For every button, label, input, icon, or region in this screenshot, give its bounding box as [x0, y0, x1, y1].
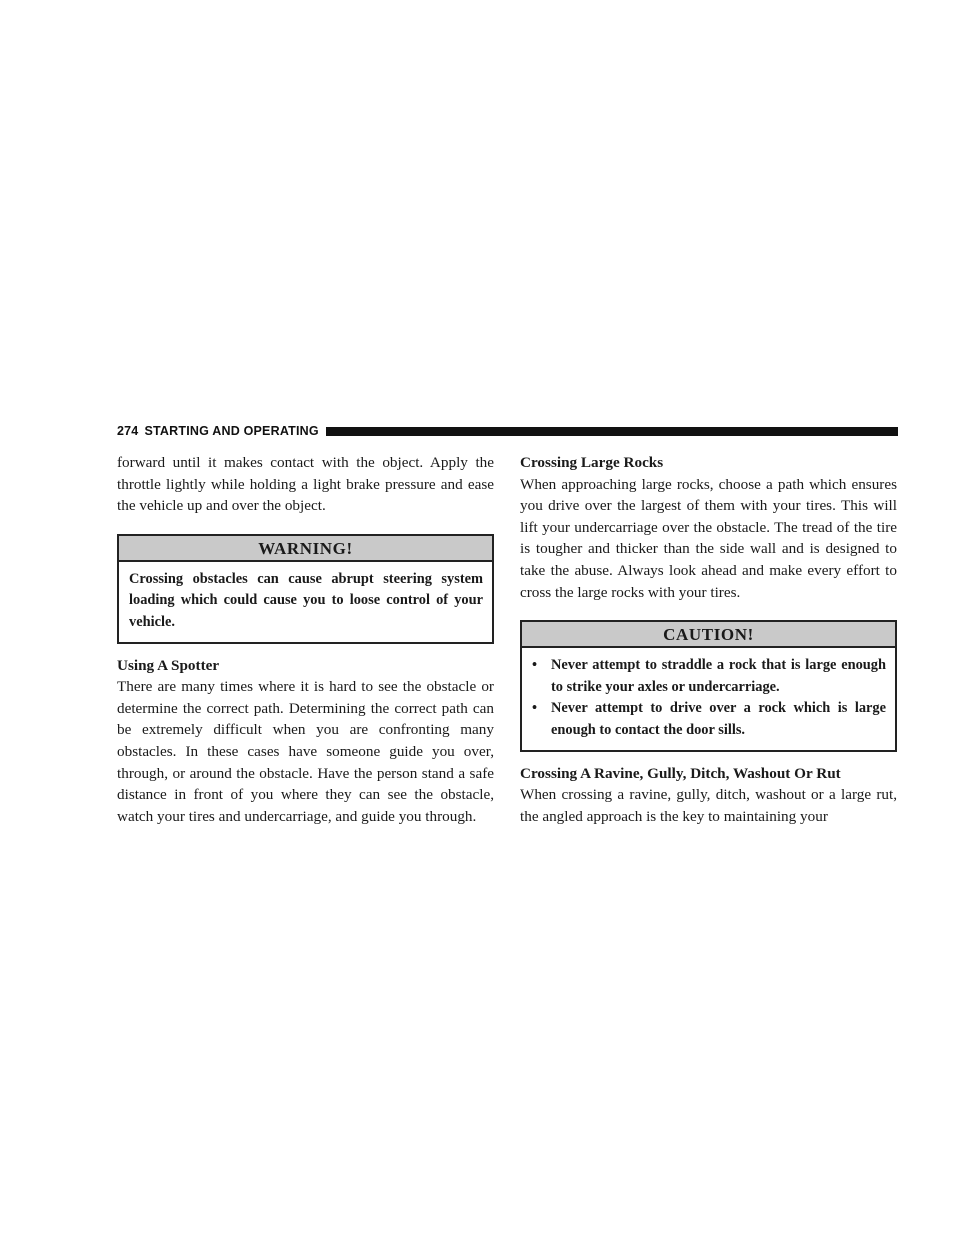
rocks-heading: Crossing Large Rocks — [520, 454, 664, 471]
bullet-icon: • — [532, 700, 538, 717]
list-item — [532, 698, 886, 741]
page-number: 274 — [117, 424, 139, 438]
bullet-icon: • — [532, 657, 538, 674]
ravine-heading: Crossing A Ravine, Gully, Ditch, Washout Or Rut — [520, 764, 841, 782]
rocks-paragraph: When approaching large rocks, choose a path which ensures you drive over the largest of them with your tires. This will lift your undercarriage over the obstacle. The tread of the tire is tougher and thicker than the side wall and is designed to take the abuse. Always look ahead and make every effort to cross the large rocks with your tires. — [520, 475, 897, 601]
ravine-paragraph: When crossing a ravine, gully, ditch, washout or a large rut, the angled approach is the key to maintaining your — [520, 786, 897, 825]
caution-list — [532, 655, 886, 741]
page-header — [117, 421, 898, 441]
intro-paragraph: forward until it makes contact with the object. Apply the throttle lightly while holding a light brake pressure and ease the vehicle up and over the object. — [117, 454, 494, 515]
left-column — [117, 452, 494, 827]
spotter-heading: Using A Spotter — [117, 656, 220, 674]
caution-item-text: Never attempt to drive over a rock which is large enough to contact the door sills. — [551, 700, 886, 738]
caution-title: CAUTION! — [522, 622, 895, 648]
header-rule — [326, 427, 898, 436]
list-item — [532, 655, 886, 698]
warning-box — [117, 534, 494, 644]
caution-content — [522, 648, 895, 749]
spotter-paragraph: There are many times where it is hard to see the obstacle or determine the correct path. Determining the correct path can be extremely difficult when you are confronting many obstacles. In these cases have someone guide you over, through, or around the obstacle. Have the person stand a safe distance in front of you where they can see the obstacle, watch your tires and undercarriage, and guide you through. — [117, 678, 494, 825]
caution-box — [520, 620, 897, 751]
right-column — [520, 452, 897, 827]
section-title: STARTING AND OPERATING — [144, 424, 319, 438]
warning-title: WARNING! — [119, 536, 492, 562]
caution-item-text: Never attempt to straddle a rock that is large enough to strike your axles or undercarriage. — [551, 657, 886, 695]
warning-text: Crossing obstacles can cause abrupt steering system loading which could cause you to loose control of your vehicle. — [129, 570, 483, 630]
